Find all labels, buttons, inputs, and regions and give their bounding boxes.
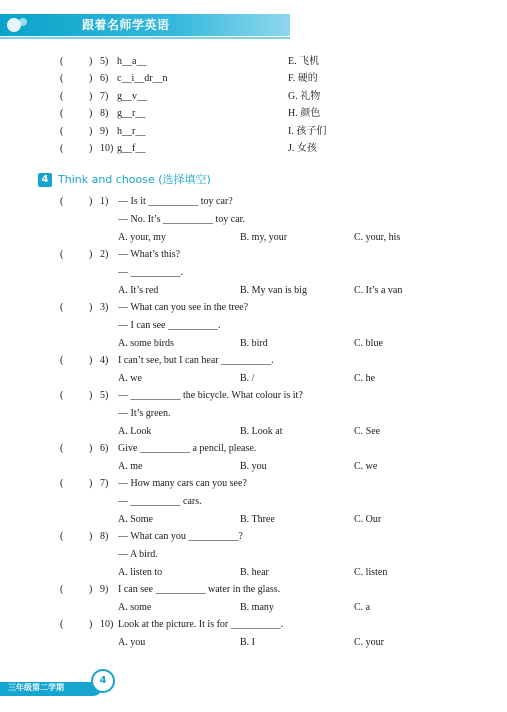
paren-close: ) — [89, 108, 93, 119]
question-line: — What’s this? — [118, 249, 181, 260]
question-number: 3) — [100, 302, 109, 313]
paren-close: ) — [89, 249, 93, 260]
paren-open: ( — [60, 443, 64, 454]
paren-close: ) — [89, 355, 93, 366]
question-line: — __________. — [118, 267, 183, 278]
answer-option: B. bird — [240, 338, 268, 349]
question-line: — A bird. — [118, 549, 158, 560]
answer-option: B. you — [240, 461, 267, 472]
answer-option: B. My van is big — [240, 285, 307, 296]
question-number: 9) — [100, 584, 109, 595]
page-number: 4 — [91, 669, 115, 693]
answer-option: C. your, his — [354, 232, 401, 243]
match-option: I. 孩子们 — [288, 126, 327, 137]
answer-option: A. It’s red — [118, 285, 159, 296]
paren-open: ( — [60, 619, 64, 630]
scrambled-word: h__a__ — [117, 56, 147, 67]
paren-open: ( — [60, 302, 64, 313]
question-line: I can see __________ water in the glass. — [118, 584, 281, 595]
paren-close: ) — [89, 584, 93, 595]
paren-open: ( — [60, 355, 64, 366]
scrambled-word: h__r__ — [117, 126, 146, 137]
answer-option: A. some — [118, 602, 152, 613]
question-number: 2) — [100, 249, 109, 260]
header-decoration-icon — [6, 14, 30, 36]
answer-option: A. your, my — [118, 232, 166, 243]
question-number: 4) — [100, 355, 109, 366]
paren-close: ) — [89, 56, 93, 67]
question-line: — What can you see in the tree? — [118, 302, 249, 313]
answer-option: C. your — [354, 637, 384, 648]
paren-open: ( — [60, 478, 64, 489]
question-line: — __________ cars. — [118, 496, 202, 507]
paren-open: ( — [60, 196, 64, 207]
question-line: Look at the picture. It is for __________. — [118, 619, 284, 630]
item-number: 6) — [100, 73, 109, 84]
paren-close: ) — [89, 196, 93, 207]
answer-option: A. we — [118, 373, 142, 384]
paren-open: ( — [60, 91, 64, 102]
match-option: J. 女孩 — [288, 143, 317, 154]
item-number: 9) — [100, 126, 109, 137]
answer-option: A. Some — [118, 514, 153, 525]
header-underline — [0, 37, 290, 39]
paren-close: ) — [89, 73, 93, 84]
paren-close: ) — [89, 91, 93, 102]
match-option: E. 飞机 — [288, 56, 320, 67]
paren-close: ) — [89, 126, 93, 137]
question-line: — __________ the bicycle. What colour is it? — [118, 390, 303, 401]
answer-option: A. some birds — [118, 338, 174, 349]
answer-option: B. many — [240, 602, 274, 613]
answer-option: C. Our — [354, 514, 382, 525]
question-line: — What can you __________? — [118, 531, 243, 542]
paren-open: ( — [60, 108, 64, 119]
question-line: — It’s green. — [118, 408, 171, 419]
section-title: Think and choose (选择填空) — [58, 173, 211, 186]
question-line: Give __________ a pencil, please. — [118, 443, 257, 454]
match-option: G. 礼物 — [288, 91, 321, 102]
scrambled-word: g__r__ — [117, 108, 146, 119]
section-number-badge: 4 — [38, 173, 52, 187]
item-number: 8) — [100, 108, 109, 119]
question-line: — No. It’s __________ toy car. — [118, 214, 245, 225]
answer-option: C. It’s a van — [354, 285, 403, 296]
paren-open: ( — [60, 249, 64, 260]
answer-option: C. a — [354, 602, 371, 613]
paren-close: ) — [89, 302, 93, 313]
item-number: 10) — [100, 143, 114, 154]
scrambled-word: c__i__dr__n — [117, 73, 168, 84]
answer-option: A. you — [118, 637, 146, 648]
header-title: 跟着名师学英语 — [82, 18, 170, 32]
answer-option: C. we — [354, 461, 378, 472]
match-option: H. 颜色 — [288, 108, 321, 119]
paren-open: ( — [60, 56, 64, 67]
paren-open: ( — [60, 390, 64, 401]
answer-option: A. listen to — [118, 567, 163, 578]
question-number: 7) — [100, 478, 109, 489]
paren-close: ) — [89, 143, 93, 154]
paren-close: ) — [89, 478, 93, 489]
answer-option: C. he — [354, 373, 376, 384]
scrambled-word: g__f__ — [117, 143, 146, 154]
answer-option: A. me — [118, 461, 143, 472]
question-number: 1) — [100, 196, 109, 207]
paren-close: ) — [89, 619, 93, 630]
answer-option: B. I — [240, 637, 255, 648]
question-line: — How many cars can you see? — [118, 478, 247, 489]
footer-grade-label: 三年级第二学期 — [8, 683, 64, 692]
question-number: 6) — [100, 443, 109, 454]
answer-option: C. See — [354, 426, 381, 437]
paren-open: ( — [60, 584, 64, 595]
paren-open: ( — [60, 73, 64, 84]
page-header — [0, 0, 507, 40]
question-line: I can’t see, but I can hear __________. — [118, 355, 274, 366]
scrambled-word: g__v__ — [117, 91, 147, 102]
question-number: 5) — [100, 390, 109, 401]
question-number: 8) — [100, 531, 109, 542]
question-line: — I can see __________. — [118, 320, 221, 331]
paren-close: ) — [89, 531, 93, 542]
answer-option: B. hear — [240, 567, 269, 578]
answer-option: B. Look at — [240, 426, 283, 437]
paren-open: ( — [60, 143, 64, 154]
question-number: 10) — [100, 619, 114, 630]
item-number: 7) — [100, 91, 109, 102]
paren-open: ( — [60, 531, 64, 542]
answer-option: B. / — [240, 373, 255, 384]
paren-close: ) — [89, 443, 93, 454]
match-option: F. 硬的 — [288, 73, 318, 84]
paren-close: ) — [89, 390, 93, 401]
answer-option: A. Look — [118, 426, 152, 437]
answer-option: B. my, your — [240, 232, 288, 243]
item-number: 5) — [100, 56, 109, 67]
answer-option: C. listen — [354, 567, 388, 578]
answer-option: B. Three — [240, 514, 275, 525]
answer-option: C. blue — [354, 338, 383, 349]
question-line: — Is it __________ toy car? — [118, 196, 233, 207]
paren-open: ( — [60, 126, 64, 137]
